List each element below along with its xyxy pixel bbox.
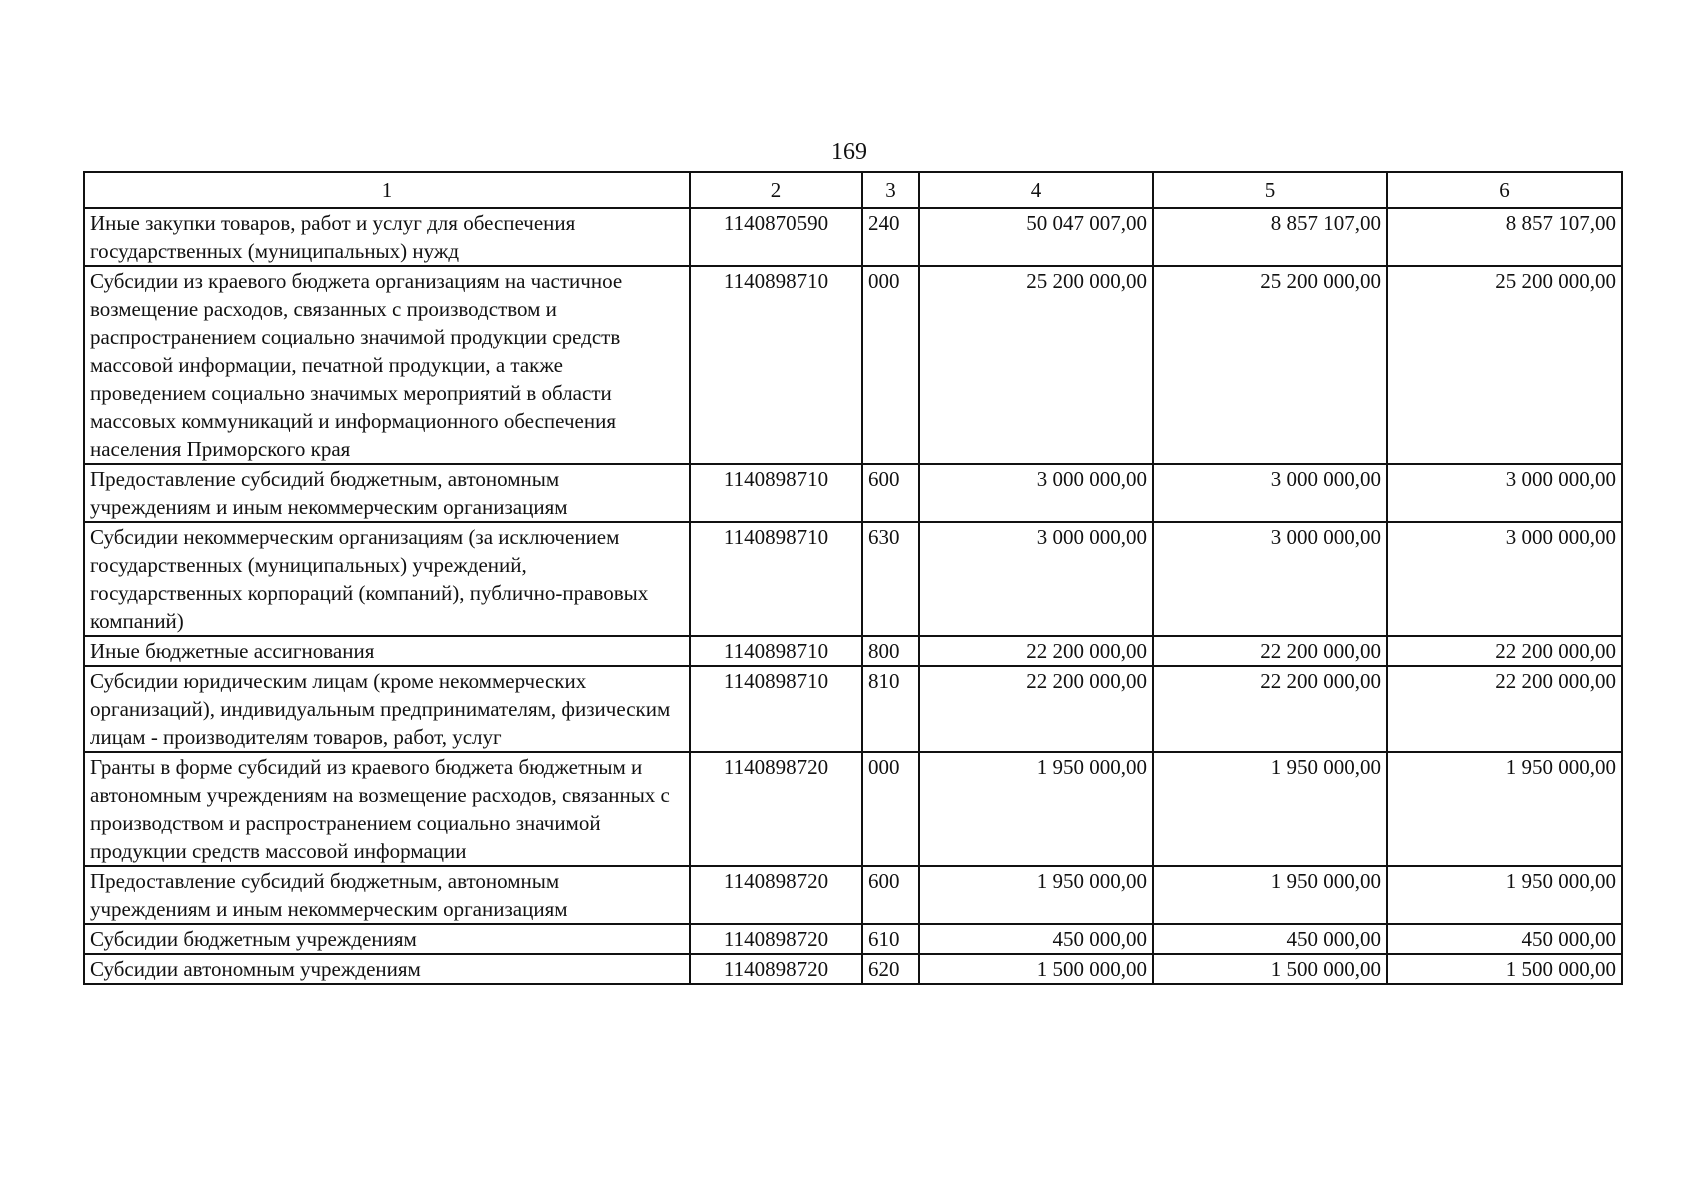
- row-value-5: 25 200 000,00: [1153, 266, 1387, 464]
- row-value-5: 1 950 000,00: [1153, 866, 1387, 924]
- row-value-6: 1 500 000,00: [1387, 954, 1622, 984]
- row-code: 1140898720: [690, 954, 862, 984]
- row-value-4: 25 200 000,00: [919, 266, 1153, 464]
- budget-table: [83, 171, 1623, 985]
- row-name: Предоставление субсидий бюджетным, автономным учреждениям и иным некоммерческим организациям: [84, 464, 690, 522]
- row-name: Субсидии некоммерческим организациям (за исключением государственных (муниципальных) учреждений, государственных корпораций (компаний), публично-правовых компаний): [84, 522, 690, 636]
- row-type: 000: [862, 266, 919, 464]
- column-header-4: 4: [919, 172, 1153, 208]
- row-type: 610: [862, 924, 919, 954]
- table-row: [84, 266, 1622, 464]
- column-header-3: 3: [862, 172, 919, 208]
- row-value-5: 22 200 000,00: [1153, 636, 1387, 666]
- row-type: 240: [862, 208, 919, 266]
- row-value-5: 450 000,00: [1153, 924, 1387, 954]
- row-value-6: 8 857 107,00: [1387, 208, 1622, 266]
- column-header-1: 1: [84, 172, 690, 208]
- row-code: 1140898720: [690, 752, 862, 866]
- row-value-4: 1 950 000,00: [919, 866, 1153, 924]
- row-value-6: 1 950 000,00: [1387, 752, 1622, 866]
- row-type: 810: [862, 666, 919, 752]
- row-name: Иные закупки товаров, работ и услуг для обеспечения государственных (муниципальных) нужд: [84, 208, 690, 266]
- row-name: Гранты в форме субсидий из краевого бюджета бюджетным и автономным учреждениям на возмещение расходов, связанных с производством и распространением социально значимой продукции средств массовой информации: [84, 752, 690, 866]
- table-row: [84, 752, 1622, 866]
- column-header-5: 5: [1153, 172, 1387, 208]
- row-value-4: 3 000 000,00: [919, 522, 1153, 636]
- row-value-5: 22 200 000,00: [1153, 666, 1387, 752]
- row-value-4: 450 000,00: [919, 924, 1153, 954]
- row-code: 1140898720: [690, 866, 862, 924]
- row-type: 600: [862, 464, 919, 522]
- row-value-6: 1 950 000,00: [1387, 866, 1622, 924]
- row-type: 600: [862, 866, 919, 924]
- row-value-4: 1 500 000,00: [919, 954, 1153, 984]
- row-name: Иные бюджетные ассигнования: [84, 636, 690, 666]
- row-name: Субсидии автономным учреждениям: [84, 954, 690, 984]
- row-name: Субсидии юридическим лицам (кроме некоммерческих организаций), индивидуальным предпринимателям, физическим лицам - производителям товаров, работ, услуг: [84, 666, 690, 752]
- row-code: 1140898710: [690, 666, 862, 752]
- row-value-4: 22 200 000,00: [919, 666, 1153, 752]
- row-value-5: 8 857 107,00: [1153, 208, 1387, 266]
- column-header-2: 2: [690, 172, 862, 208]
- row-name: Предоставление субсидий бюджетным, автономным учреждениям и иным некоммерческим организациям: [84, 866, 690, 924]
- row-value-4: 3 000 000,00: [919, 464, 1153, 522]
- row-type: 620: [862, 954, 919, 984]
- row-value-4: 50 047 007,00: [919, 208, 1153, 266]
- row-value-6: 25 200 000,00: [1387, 266, 1622, 464]
- row-value-4: 1 950 000,00: [919, 752, 1153, 866]
- row-value-5: 1 500 000,00: [1153, 954, 1387, 984]
- table-row: [84, 636, 1622, 666]
- row-code: 1140898710: [690, 266, 862, 464]
- row-value-4: 22 200 000,00: [919, 636, 1153, 666]
- row-value-6: 3 000 000,00: [1387, 464, 1622, 522]
- row-code: 1140898710: [690, 464, 862, 522]
- table-row: [84, 924, 1622, 954]
- row-value-5: 3 000 000,00: [1153, 464, 1387, 522]
- row-type: 800: [862, 636, 919, 666]
- row-name: Субсидии из краевого бюджета организациям на частичное возмещение расходов, связанных с производством и распространением социально значимой продукции средств массовой информации, печатной продукции, а также проведением социально значимых мероприятий в области массовых коммуникаций и информационного обеспечения населения Приморского края: [84, 266, 690, 464]
- row-code: 1140898710: [690, 522, 862, 636]
- row-type: 000: [862, 752, 919, 866]
- row-value-6: 450 000,00: [1387, 924, 1622, 954]
- table-row: [84, 464, 1622, 522]
- row-name: Субсидии бюджетным учреждениям: [84, 924, 690, 954]
- table-row: [84, 522, 1622, 636]
- row-value-6: 22 200 000,00: [1387, 636, 1622, 666]
- row-type: 630: [862, 522, 919, 636]
- row-value-5: 1 950 000,00: [1153, 752, 1387, 866]
- row-value-6: 3 000 000,00: [1387, 522, 1622, 636]
- header-row: [84, 172, 1622, 208]
- table-row: [84, 954, 1622, 984]
- column-header-6: 6: [1387, 172, 1622, 208]
- row-value-5: 3 000 000,00: [1153, 522, 1387, 636]
- row-value-6: 22 200 000,00: [1387, 666, 1622, 752]
- row-code: 1140870590: [690, 208, 862, 266]
- table-row: [84, 208, 1622, 266]
- page-number: 169: [831, 139, 867, 165]
- table-row: [84, 866, 1622, 924]
- row-code: 1140898710: [690, 636, 862, 666]
- table-row: [84, 666, 1622, 752]
- row-code: 1140898720: [690, 924, 862, 954]
